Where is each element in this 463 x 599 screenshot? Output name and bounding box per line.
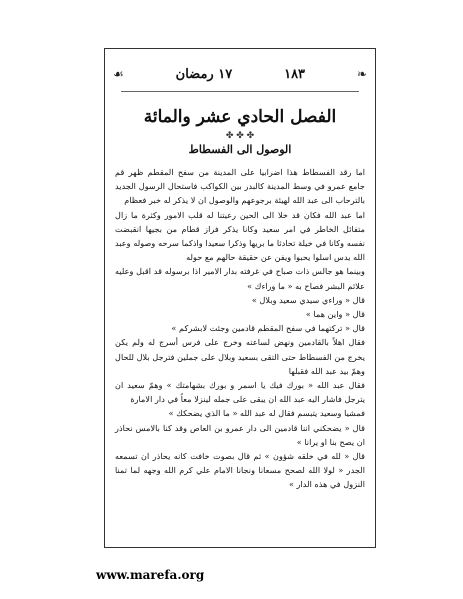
paragraph: قال « تركتهما في سفح المقطم قادمين وجئت لابشركم » — [171, 323, 365, 334]
chapter-title: الفصل الحادي عشر والمائة — [143, 107, 337, 127]
paragraph: فمشيا وسعيد يتبسم فقال له عبد الله « ما الذي يضحكك » — [168, 408, 365, 419]
paragraph: قال « وراءي سيدي سعيد وبلال » — [251, 294, 365, 305]
paragraph: اما عبد الله فكان قد خلا الى الحين رعيتنا له قلب الامور وكثرة ما زال متفائل الخاطر في امر سعيد وكانا يذكر فراز قطام من بجيها انقبضت نفسه وكانا في خيلة تحادثا ما بريها وذكرا سعيدا واذكما سرحه وصوله وعبد الله يدس اسلوا يحبوا ويفن عن حقيقة حالهم مع حوله — [115, 209, 365, 263]
paragraph: فقال عبد الله « بورك فيك يا اسمر و بورك بشهامتك » وهمّ سعيد ان يترجل فاشار اليه عبد الله ان يبقى على جمله لينزلا معاً في دار الامارة — [115, 380, 365, 405]
ornament-icon: ❧ — [356, 67, 367, 81]
paragraph: قال « واين هما » — [305, 309, 365, 320]
ornament-icon: ☙ — [113, 67, 124, 81]
paragraph: اما رقد الفسطاط هذا اضرابيا على المدينة من سفح المقطم ظهر قم جامع عمرو في وسط المدينة كالبدر بين الكواكب فاستحال الرسول الجديد بالترحاب الى عبد الله لهيئة برجوعهم والوصول ان لا يذكر له خبر فعظام — [115, 167, 365, 206]
paragraph: قال « لله في خلقه شؤون » ثم قال بصوت خافت كانه يحاذر ان تسمعه الجدر « لولا الله لصحح مسعانا ونجانا الامام علي كرم الله وجهه لما تمنا النزول في هذه الدار » — [115, 451, 365, 490]
paragraph: فقال اهلاً بالقادمين ونهض لساعته وخرج على فرس أسرج له ولم يكن يخرج من الفسطاط حتى التقى بسعيد وبلال على جملين فترجل بلال للحال وهمّ بيد عبد الله فقبلها — [115, 337, 365, 376]
page-number: ١٨٣ — [284, 66, 306, 82]
website-watermark-link[interactable]: www.marefa.org — [96, 568, 205, 582]
chapter-subtitle: الوصول الى الفسطاط — [188, 143, 292, 156]
paragraph: قال « يضحكني اننا قادمين الى دار عمرو بن العاص وقد كنا بالامس نحاذر ان يصح بنا او يرانا » — [115, 422, 365, 447]
title-ornament-icon: ✤ ✤ ✤ — [225, 131, 255, 141]
header-divider — [121, 91, 359, 92]
paragraph: وبينما هو جالس ذات صباح في غرفته بدار الامير اذا برسوله قد اقبل وعليه علائم البشر فصاح به « ما وراءك » — [115, 266, 365, 291]
header-date: ١٧ رمضان — [175, 66, 233, 82]
book-page — [104, 48, 376, 548]
page-header — [113, 63, 367, 85]
chapter-body — [115, 165, 365, 537]
